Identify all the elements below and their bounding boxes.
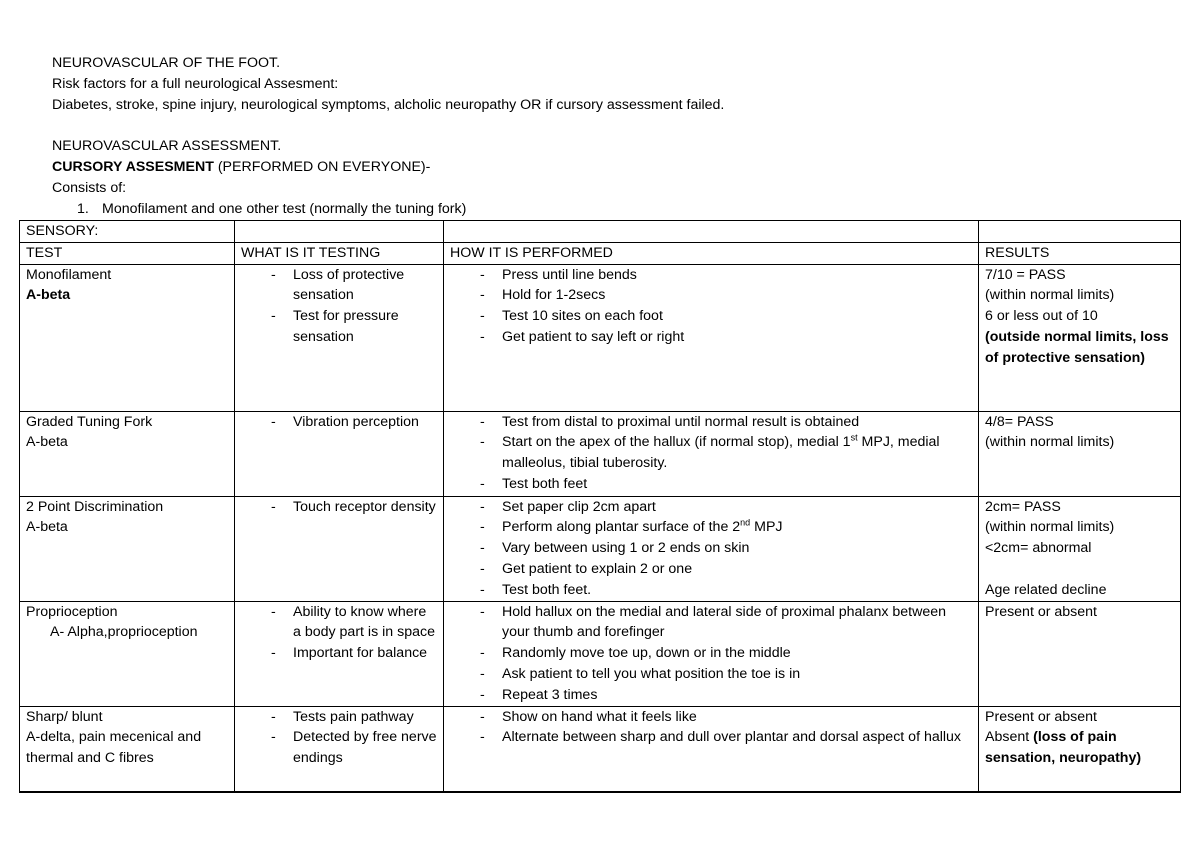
test-name: Sharp/ blunt: [26, 708, 103, 725]
list-item: - Important for balance: [241, 643, 437, 664]
result-fail-note: (outside normal limits, loss of protective sensation): [985, 328, 1169, 366]
results-cell: [979, 706, 1181, 792]
result-pass-note: (within normal limits): [985, 287, 1115, 304]
list-item: - Ability to know where a body part is in space: [241, 602, 437, 644]
list-item: - Alternate between sharp and dull over plantar and dorsal aspect of hallux: [450, 727, 972, 748]
empty-cell: [979, 221, 1181, 243]
header-results: RESULTS: [979, 242, 1181, 264]
test-name: Graded Tuning Fork: [26, 413, 153, 430]
empty-cell: [444, 221, 979, 243]
test-fibre: A-beta: [26, 434, 68, 451]
how-text: MPJ: [750, 519, 783, 536]
how-cell: [444, 496, 979, 601]
list-item: - Vary between using 1 or 2 ends on skin: [450, 538, 972, 559]
test-fibre: A-delta, pain mecenical and thermal and C fibres: [26, 729, 202, 767]
list-item: - Detected by free nerve endings: [241, 727, 437, 769]
list-item: - Set paper clip 2cm apart: [450, 497, 972, 518]
result-pass-note: (within normal limits): [985, 519, 1115, 536]
risk-factors-heading: Risk factors for a full neurological Assesment:: [52, 75, 339, 92]
table-row: [20, 706, 1181, 792]
test-name: Monofilament: [26, 266, 112, 283]
test-cell: [20, 601, 235, 706]
table-row: [20, 411, 1181, 496]
how-text: Start on the apex of the hallux (if normal stop), medial 1: [502, 434, 851, 451]
result-pass: 2cm= PASS: [985, 498, 1061, 515]
how-cell: [444, 706, 979, 792]
list-item: - Get patient to say left or right: [450, 327, 972, 348]
result-fail: 6 or less out of 10: [985, 308, 1098, 325]
numbered-item-text: Monofilament and one other test (normally the tuning fork): [102, 200, 467, 217]
list-item: - Loss of protective sensation: [241, 265, 437, 307]
results-cell: [979, 411, 1181, 496]
result-pass: Present or absent: [985, 708, 1097, 725]
spacer: [52, 115, 1172, 136]
test-fibre: A- Alpha,proprioception: [50, 624, 198, 641]
how-cell: [444, 411, 979, 496]
list-item: - Hold for 1-2secs: [450, 285, 972, 306]
table-row: [20, 601, 1181, 706]
list-item: - Test for pressure sensation: [241, 306, 437, 348]
list-item: - Test from distal to proximal until normal result is obtained: [450, 412, 972, 433]
ordinal-suffix: st: [850, 432, 858, 443]
test-cell: [20, 496, 235, 601]
testing-cell: [235, 601, 444, 706]
ordinal-suffix: nd: [740, 517, 751, 528]
cursory-rest: (PERFORMED ON EVERYONE)-: [213, 158, 431, 175]
results-cell: [979, 264, 1181, 411]
document-intro: [52, 53, 1172, 219]
list-item: - Repeat 3 times: [450, 685, 972, 706]
list-item: - Hold hallux on the medial and lateral side of proximal phalanx between your thumb and forefinger: [450, 602, 972, 644]
risk-factors-list: Diabetes, stroke, spine injury, neurological symptoms, alcholic neuropathy OR if cursory assessment failed.: [52, 96, 725, 113]
list-item: [450, 517, 972, 538]
list-item: - Ask patient to tell you what position the toe is in: [450, 664, 972, 685]
result-fail-note: (loss of pain sensation, neuropathy): [985, 729, 1142, 767]
sensory-table: [19, 220, 1181, 793]
empty-cell: [235, 221, 444, 243]
test-name: Proprioception: [26, 603, 118, 620]
section-label: SENSORY:: [20, 221, 235, 243]
document-title: NEUROVASCULAR OF THE FOOT.: [52, 55, 281, 71]
list-item: - Test 10 sites on each foot: [450, 306, 972, 327]
testing-cell: [235, 264, 444, 411]
test-name: 2 Point Discrimination: [26, 498, 164, 515]
results-cell: [979, 496, 1181, 601]
result-extra: Age related decline: [985, 581, 1107, 598]
how-text: Perform along plantar surface of the 2: [502, 519, 741, 536]
result-fail: Absent: [985, 729, 1034, 746]
list-item: - Press until line bends: [450, 265, 972, 286]
table-row: [20, 496, 1181, 601]
result-fail-wrap: [985, 727, 1174, 769]
header-testing: WHAT IS IT TESTING: [235, 242, 444, 264]
results-cell: [979, 601, 1181, 706]
header-test: TEST: [20, 242, 235, 264]
list-item: [450, 432, 972, 474]
section-row: [20, 221, 1181, 243]
test-cell: [20, 264, 235, 411]
list-item: - Randomly move toe up, down or in the middle: [450, 643, 972, 664]
list-item: - Test both feet: [450, 474, 972, 495]
test-fibre: A-beta: [26, 519, 68, 536]
result-pass-note: (within normal limits): [985, 434, 1115, 451]
list-item: - Get patient to explain 2 or one: [450, 559, 972, 580]
how-cell: [444, 264, 979, 411]
header-how: HOW IT IS PERFORMED: [444, 242, 979, 264]
test-cell: [20, 706, 235, 792]
header-row: [20, 242, 1181, 264]
result-pass: 7/10 = PASS: [985, 266, 1066, 283]
testing-cell: [235, 411, 444, 496]
test-fibre: A-beta: [26, 287, 71, 304]
numbered-item-1: [52, 199, 1172, 220]
list-item: - Tests pain pathway: [241, 707, 437, 728]
table-row: [20, 264, 1181, 411]
testing-cell: [235, 706, 444, 792]
spacer: [985, 559, 1174, 580]
testing-cell: [235, 496, 444, 601]
how-cell: [444, 601, 979, 706]
list-item: - Touch receptor density: [241, 497, 437, 518]
result-pass: Present or absent: [985, 603, 1097, 620]
result-pass: 4/8= PASS: [985, 413, 1054, 430]
consists-of: Consists of:: [52, 179, 127, 196]
assessment-heading: NEUROVASCULAR ASSESSMENT.: [52, 138, 282, 155]
result-fail: <2cm= abnormal: [985, 540, 1092, 557]
test-cell: [20, 411, 235, 496]
cursory-line: [52, 157, 1172, 178]
how-text: MPJ, medial malleolus, tibial tuberosity.: [502, 434, 940, 472]
cursory-bold: CURSORY ASSESMENT: [52, 158, 214, 175]
list-item: - Test both feet.: [450, 580, 972, 601]
list-item: - Show on hand what it feels like: [450, 707, 972, 728]
list-number: 1.: [77, 200, 89, 217]
list-item: - Vibration perception: [241, 412, 437, 433]
